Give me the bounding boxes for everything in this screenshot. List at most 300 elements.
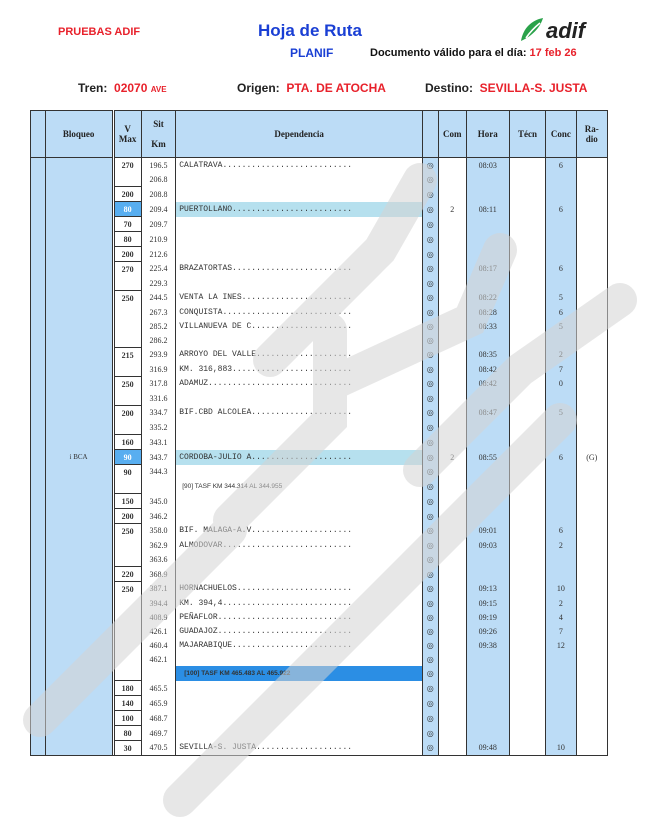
tecn-cell [509,666,546,681]
header-tecn: Técn [509,111,546,158]
hora-cell: 09:01 [466,524,509,539]
vmax-cell: 215 [114,348,141,363]
pre-cell [31,217,46,232]
pre-cell [31,681,46,696]
tecn-cell [509,582,546,597]
hora-cell [466,465,509,480]
tecn-cell [509,217,546,232]
pre-cell [31,305,46,319]
header-vmax-line2: Max [118,134,137,144]
bloqueo-cell [45,494,112,509]
hora-cell [466,276,509,291]
vmax-cell: 250 [114,582,141,597]
radio-cell [576,524,607,539]
bloqueo-cell [45,681,112,696]
bloqueo-cell [45,420,112,435]
radio-cell [576,202,607,217]
bloqueo-cell [45,391,112,406]
vmax-cell: 200 [114,247,141,262]
table-row [31,638,608,652]
dependencia-cell [176,247,423,262]
pre-cell [31,652,46,666]
tecn-cell [509,509,546,524]
dot-icon: ◎ [422,624,438,638]
com-cell [438,377,466,392]
vmax-cell [114,333,141,348]
com-cell [438,681,466,696]
radio-cell [576,596,607,610]
hora-cell [466,333,509,348]
pre-cell [31,377,46,392]
vmax-cell: 90 [114,465,141,480]
adif-leaf-icon [518,16,546,44]
hora-cell: 08:11 [466,202,509,217]
com-cell [438,435,466,450]
bloqueo-cell [45,652,112,666]
hora-cell [466,435,509,450]
tecn-cell [509,696,546,711]
dependencia-cell: CALATRAVA........................... [179,160,353,170]
pre-cell [31,696,46,711]
dot-icon: ◎ [422,465,438,480]
com-cell [438,524,466,539]
dot-icon: ◎ [422,391,438,406]
dependencia-cell: PUERTOLLANO......................... [176,202,423,217]
radio-cell [576,276,607,291]
km-cell: 343.1 [141,435,175,450]
hora-cell: 09:03 [466,538,509,552]
radio-cell [576,172,607,187]
vmax-cell: 80 [114,726,141,741]
origin-value: PTA. DE ATOCHA [286,81,386,95]
radio-cell [576,262,607,277]
table-row [31,406,608,421]
pre-cell [31,262,46,277]
com-cell [438,291,466,306]
pre-cell [31,406,46,421]
table-row [31,217,608,232]
header-km-line2: Km [151,139,166,149]
dependencia-cell: ARROYO DEL VALLE.................... [179,350,353,360]
pre-cell [31,391,46,406]
radio-cell [576,333,607,348]
dot-icon: ◎ [422,247,438,262]
vmax-cell [114,624,141,638]
pre-cell [31,479,46,494]
table-row [31,681,608,696]
radio-cell [576,681,607,696]
tecn-cell [509,479,546,494]
hora-cell [466,666,509,681]
conc-cell: 6 [546,202,576,217]
table-row [31,538,608,552]
tecn-cell [509,538,546,552]
km-cell: 465.5 [141,681,175,696]
com-cell [438,624,466,638]
conc-cell [546,681,576,696]
com-cell [438,362,466,377]
conc-cell [546,494,576,509]
header-conc: Conc [546,111,576,158]
dot-icon: ◎ [422,479,438,494]
bloqueo-cell [45,711,112,726]
dot-icon: ◎ [422,726,438,741]
vmax-cell [114,391,141,406]
table-row [31,666,608,681]
hora-cell [466,509,509,524]
vmax-cell: 70 [114,217,141,232]
hora-cell: 09:15 [466,596,509,610]
pre-cell [31,741,46,756]
hora-cell [466,187,509,202]
radio-cell [576,552,607,567]
dot-icon: ◎ [422,291,438,306]
km-cell: 462.1 [141,652,175,666]
vmax-cell: 270 [114,158,141,173]
hora-cell: 08:42 [466,377,509,392]
km-cell: 468.7 [141,711,175,726]
com-cell [438,348,466,363]
conc-cell [546,479,576,494]
pre-cell [31,348,46,363]
bloqueo-cell [45,624,112,638]
km-cell: 387.1 [141,582,175,597]
vmax-cell: 200 [114,509,141,524]
hora-cell [466,726,509,741]
conc-cell: 7 [546,362,576,377]
hora-cell: 08:22 [466,291,509,306]
dot-icon: ◎ [422,538,438,552]
dot-icon: ◎ [422,596,438,610]
table-row [31,187,608,202]
radio-cell [576,711,607,726]
table-row [31,726,608,741]
pre-cell [31,158,46,173]
km-cell: 426.1 [141,624,175,638]
pre-cell [31,538,46,552]
conc-cell: 5 [546,406,576,421]
dependencia-cell: MAJARABIQUE......................... [179,640,353,650]
dependencia-cell [176,652,423,666]
conc-cell [546,652,576,666]
table-row [31,377,608,392]
tecn-cell [509,741,546,756]
table-row [31,247,608,262]
dependencia-cell: CORDOBA-JULIO A..................... [176,450,423,465]
dot-icon: ◎ [422,494,438,509]
tecn-cell [509,232,546,247]
km-cell: 344.3 [141,465,175,480]
vmax-cell [114,638,141,652]
tecn-cell [509,333,546,348]
km-cell [141,666,175,681]
bloqueo-cell [45,582,112,597]
com-cell [438,247,466,262]
com-cell [438,391,466,406]
pre-cell [31,232,46,247]
conc-cell [546,232,576,247]
tecn-cell [509,610,546,624]
tecn-cell [509,202,546,217]
tecn-cell [509,596,546,610]
dependencia-cell: KM. 394,4........................... [179,598,353,608]
header-vmax [114,111,141,158]
radio-cell [576,567,607,582]
radio-cell [576,187,607,202]
table-row [31,333,608,348]
hora-cell [466,391,509,406]
km-cell: 363.6 [141,552,175,567]
vmax-cell [114,362,141,377]
km-cell [141,479,175,494]
conc-cell [546,217,576,232]
vmax-cell [114,652,141,666]
dot-icon: ◎ [422,524,438,539]
km-cell: 358.0 [141,524,175,539]
bloqueo-cell [45,262,112,277]
bloqueo-cell [45,377,112,392]
radio-cell [576,509,607,524]
radio-cell [576,319,607,333]
dot-icon: ◎ [422,348,438,363]
table-row [31,479,608,494]
table-row [31,305,608,319]
com-cell [438,638,466,652]
conc-cell [546,420,576,435]
tasf-note: [100] TASF KM 465.483 AL 465.922 [176,666,423,681]
destination-value: SEVILLA-S. JUSTA [479,81,588,95]
km-cell: 244.5 [141,291,175,306]
pre-cell [31,291,46,306]
header-dependencia: Dependencia [176,111,423,158]
conc-cell [546,696,576,711]
pre-cell [31,276,46,291]
hora-cell: 09:13 [466,582,509,597]
conc-cell: 6 [546,158,576,173]
com-cell [438,276,466,291]
dependencia-cell [176,726,423,741]
table-row [31,610,608,624]
km-cell: 368.9 [141,567,175,582]
km-cell: 362.9 [141,538,175,552]
validity-label: Documento válido para el día: [370,47,527,59]
header-radio [576,111,607,158]
tecn-cell [509,681,546,696]
vmax-cell [114,479,141,494]
bloqueo-cell [45,726,112,741]
km-cell: 196.5 [141,158,175,173]
vmax-cell: 270 [114,262,141,277]
km-cell: 465.9 [141,696,175,711]
conc-cell: 2 [546,538,576,552]
com-cell [438,479,466,494]
dot-icon: ◎ [422,420,438,435]
dot-icon: ◎ [422,610,438,624]
radio-cell [576,291,607,306]
km-cell: 346.2 [141,509,175,524]
com-cell [438,305,466,319]
radio-cell [576,362,607,377]
table-row [31,202,608,217]
table-row [31,276,608,291]
hora-cell [466,652,509,666]
hora-cell: 08:35 [466,348,509,363]
radio-cell [576,538,607,552]
radio-cell [576,610,607,624]
vmax-cell: 160 [114,435,141,450]
radio-cell [576,494,607,509]
tecn-cell [509,291,546,306]
dependencia-cell [176,391,423,406]
tecn-cell [509,567,546,582]
conc-cell: 6 [546,524,576,539]
pre-cell [31,465,46,480]
hora-cell: 08:55 [466,450,509,465]
dot-icon: ◎ [422,711,438,726]
train-label: Tren: [78,81,108,95]
header-vmax-line1: V [124,124,131,134]
bloqueo-cell [45,435,112,450]
vmax-cell: 150 [114,494,141,509]
table-row [31,232,608,247]
dot-icon: ◎ [422,652,438,666]
hora-cell [466,479,509,494]
km-cell: 331.6 [141,391,175,406]
conc-cell: 2 [546,348,576,363]
tecn-cell [509,276,546,291]
bloqueo-cell [45,406,112,421]
vmax-cell [114,420,141,435]
dependencia-cell: ALMODOVAR........................... [179,540,353,550]
bloqueo-cell [45,741,112,756]
dependencia-cell [176,681,423,696]
conc-cell [546,391,576,406]
table-row [31,552,608,567]
dot-icon: ◎ [422,681,438,696]
dot-icon: ◎ [422,319,438,333]
bloqueo-cell [45,596,112,610]
radio-cell [576,666,607,681]
pre-cell [31,494,46,509]
km-cell: 285.2 [141,319,175,333]
pre-cell [31,362,46,377]
com-cell [438,319,466,333]
pre-cell [31,624,46,638]
tecn-cell [509,348,546,363]
bloqueo-cell [45,172,112,187]
validity-line [370,47,577,59]
km-cell: 317.8 [141,377,175,392]
destination-field [425,81,587,95]
km-cell: 210.9 [141,232,175,247]
header-km [141,111,175,158]
vmax-cell: 250 [114,524,141,539]
table-row [31,291,608,306]
dependencia-cell [176,465,423,480]
conc-cell: 6 [546,305,576,319]
tecn-cell [509,652,546,666]
bloqueo-cell [45,538,112,552]
dependencia-cell: HORNACHUELOS........................ [179,584,353,594]
table-row [31,524,608,539]
tecn-cell [509,624,546,638]
com-cell [438,406,466,421]
dot-icon: ◎ [422,232,438,247]
tecn-cell [509,420,546,435]
vmax-cell: 250 [114,377,141,392]
dependencia-cell [176,276,423,291]
conc-cell [546,552,576,567]
conc-cell: 4 [546,610,576,624]
conc-cell: 6 [546,450,576,465]
header-bloqueo: Bloqueo [45,111,112,158]
dependencia-cell [176,509,423,524]
hora-cell [466,681,509,696]
km-cell: 343.7 [141,450,175,465]
hora-cell [466,217,509,232]
bloqueo-cell [45,217,112,232]
dot-icon: ◎ [422,158,438,173]
conc-cell: 7 [546,624,576,638]
train-type: AVE [150,85,167,94]
conc-cell [546,711,576,726]
bloqueo-cell [45,305,112,319]
dependencia-cell [176,567,423,582]
km-cell: 345.0 [141,494,175,509]
tecn-cell [509,187,546,202]
pre-cell [31,596,46,610]
dot-icon: ◎ [422,741,438,756]
com-cell [438,552,466,567]
dependencia-cell [176,333,423,348]
radio-cell [576,696,607,711]
header-radio-line2: dio [585,134,598,144]
table-row [31,624,608,638]
dot-icon: ◎ [422,582,438,597]
com-cell [438,465,466,480]
page-title: Hoja de Ruta [258,21,362,40]
pre-cell [31,450,46,465]
pre-cell [31,711,46,726]
bloqueo-cell [45,333,112,348]
dot-icon: ◎ [422,696,438,711]
table-row [31,348,608,363]
table-row [31,567,608,582]
bloqueo-cell [45,291,112,306]
hora-cell [466,172,509,187]
origin-field [237,81,386,95]
conc-cell [546,247,576,262]
com-cell [438,232,466,247]
pre-cell [31,638,46,652]
km-cell: 206.8 [141,172,175,187]
table-row [31,696,608,711]
km-cell: 469.7 [141,726,175,741]
vmax-cell: 90 [114,450,141,465]
hora-cell [466,494,509,509]
conc-cell: 12 [546,638,576,652]
com-cell [438,217,466,232]
bloqueo-cell [45,247,112,262]
hora-cell [466,247,509,262]
hora-cell [466,696,509,711]
dependencia-cell [176,187,423,202]
conc-cell: 6 [546,262,576,277]
com-cell [438,567,466,582]
hora-cell: 09:48 [466,741,509,756]
bloqueo-cell [45,362,112,377]
com-cell [438,582,466,597]
